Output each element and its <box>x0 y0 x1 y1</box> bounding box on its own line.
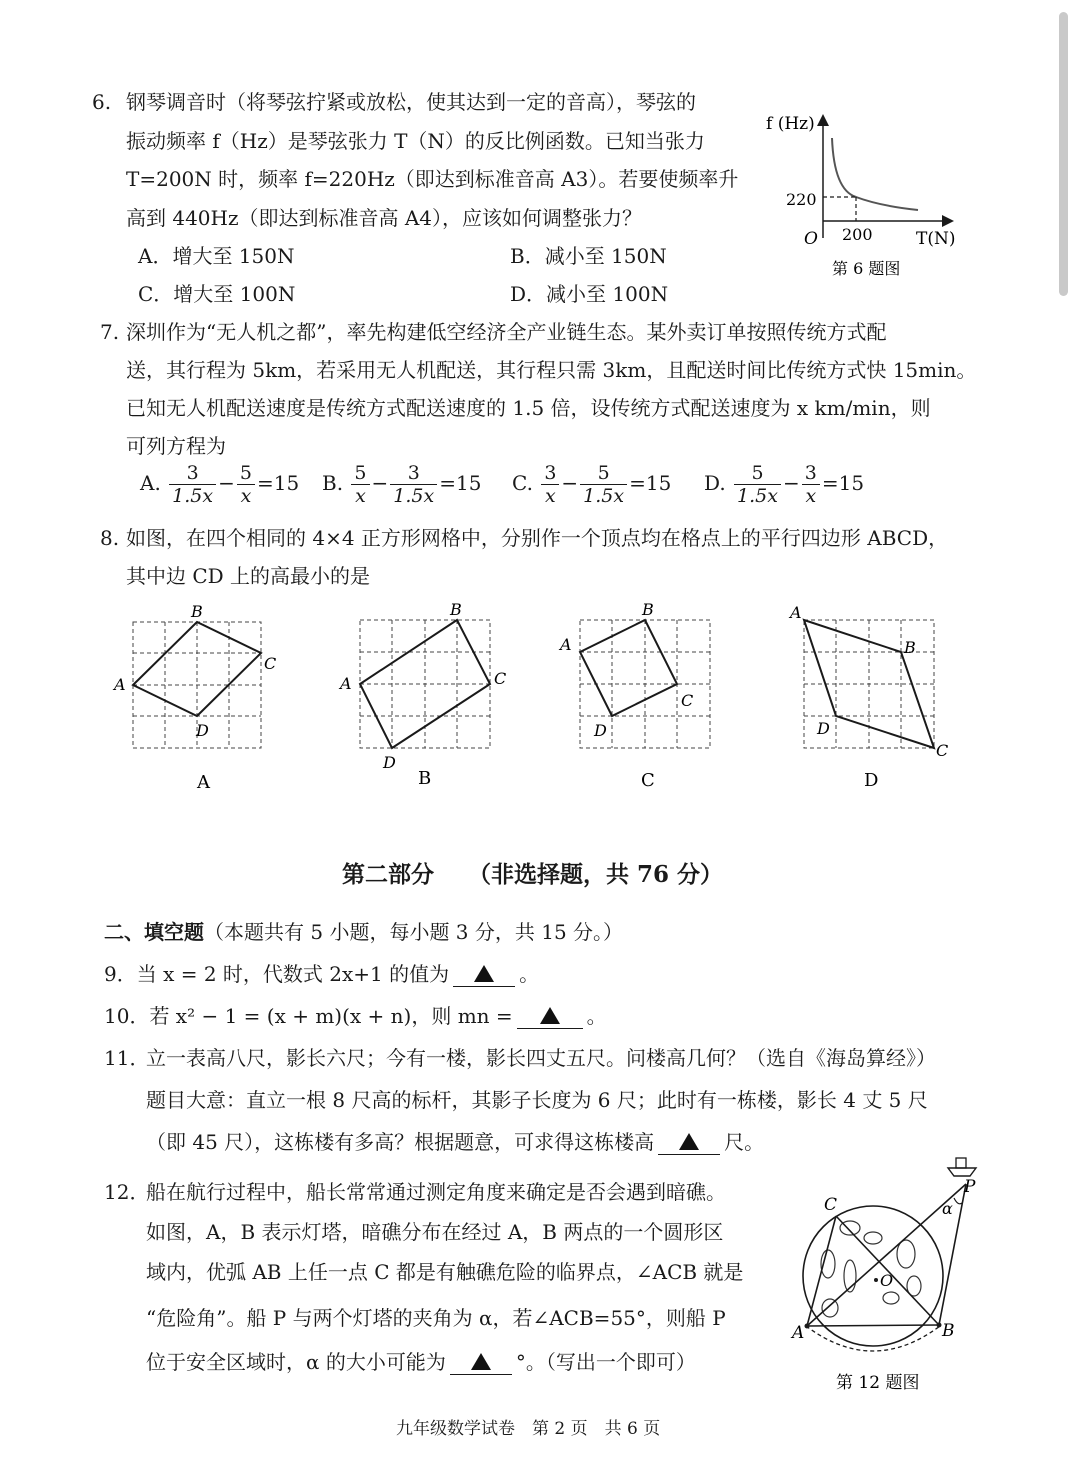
point-o-label: O <box>880 1271 894 1290</box>
origin-label: O <box>804 229 818 249</box>
q12-answer-blank[interactable] <box>450 1350 512 1375</box>
q12-text-line2: 如图，A，B 表示灯塔，暗礁分布在经过 A，B 两点的一个圆形区 <box>146 1220 724 1244</box>
q10-answer-blank[interactable] <box>517 1004 583 1029</box>
vertex-d: D <box>383 753 396 772</box>
q6-option-d: D．减小至 100N <box>510 282 669 306</box>
point-p-label: P <box>964 1177 976 1197</box>
q12-circle-figure <box>788 1146 988 1396</box>
q7-text-line3: 已知无人机配送速度是传统方式配送速度的 1.5 倍，设传统方式配送速度为 x km/min，则 <box>126 396 931 420</box>
q8-panel-b <box>336 598 521 798</box>
x-tick-200: 200 <box>842 225 873 244</box>
q7-text-line1: 深圳作为“无人机之都”，率先构建低空经济全产业链生态。某外卖订单按照传统方式配 <box>126 320 887 344</box>
q6-figure-caption: 第 6 题图 <box>832 259 901 278</box>
vertex-c: C <box>936 741 949 760</box>
y-axis-label: f (Hz) <box>766 114 815 134</box>
panel-label-c: C <box>641 770 655 791</box>
q12-text-line3: 域内，优弧 AB 上任一点 C 都是有触礁危险的临界点，∠ACB 就是 <box>146 1260 744 1284</box>
q7-option-c: C. $\frac{3}{x}$ − $\frac{5}{1.5x}$ =15 <box>512 462 672 507</box>
x-axis-label: T(N) <box>916 229 956 249</box>
vertex-c: C <box>494 669 507 688</box>
q11-text-line2: 题目大意：直立一根 8 尺高的标杆，其影子长度为 6 尺；此时有一栋楼，影长 4 丈 5 尺 <box>146 1088 928 1112</box>
q6-text-line2: 振动频率 f（Hz）是琴弦张力 T（N）的反比例函数。已知当张力 <box>126 129 705 153</box>
q10-line: 10．若 x² − 1 = (x + m)(x + n)，则 mn = 。 <box>104 1004 607 1028</box>
q9-line: 9．当 x = 2 时，代数式 2x+1 的值为 。 <box>104 962 540 986</box>
vertical-scrollbar[interactable] <box>1059 12 1068 296</box>
alpha-label: α <box>942 1199 953 1218</box>
q11-answer-blank[interactable] <box>658 1130 720 1155</box>
vertex-a: A <box>790 603 802 622</box>
vertex-c: C <box>681 691 694 710</box>
part2-subtitle: （非选择题，共 76 分） <box>468 861 724 888</box>
q12-text-line5: 位于安全区域时，α 的大小可能为 °。（写出一个即可） <box>146 1350 696 1374</box>
panel-label-d: D <box>864 770 879 791</box>
part2-title: 第二部分 <box>342 861 434 888</box>
q6-option-a: A．增大至 150N <box>138 244 295 268</box>
ship-icon <box>948 1158 976 1176</box>
section2-heading: 二、填空题（本题共有 5 小题，每小题 3 分，共 15 分。） <box>104 920 624 944</box>
triangle-icon <box>540 1007 560 1024</box>
inverse-curve <box>832 138 918 210</box>
vertex-b: B <box>450 600 462 619</box>
q7-text-line4: 可列方程为 <box>126 434 226 458</box>
page-footer: 九年级数学试卷 第 2 页 共 6 页 <box>396 1419 661 1439</box>
q6-text-line1: 钢琴调音时（将琴弦拧紧或放松，使其达到一定的音高），琴弦的 <box>126 90 696 114</box>
vertex-a: A <box>560 635 572 654</box>
q6-option-b: B．减小至 150N <box>510 244 667 268</box>
q9-answer-blank[interactable] <box>453 962 515 987</box>
q12-text-line1: 船在航行过程中，船长常常通过测定角度来确定是否会遇到暗礁。 <box>146 1180 726 1204</box>
q7-option-a: A. $\frac{3}{1.5x}$ − $\frac{5}{x}$ =15 <box>140 462 300 507</box>
q6-text-line4: 高到 440Hz（即达到标准音高 A4），应该如何调整张力？ <box>126 206 643 230</box>
q7-option-d: D. $\frac{5}{1.5x}$ − $\frac{3}{x}$ =15 <box>704 462 865 507</box>
q12-figure-caption: 第 12 题图 <box>836 1373 920 1393</box>
panel-label-a: A <box>197 772 210 793</box>
point-b-label: B <box>942 1321 955 1341</box>
vertex-b: B <box>191 602 203 621</box>
q11-text-line3: （即 45 尺），这栋楼有多高？根据题意，可求得这栋楼高 尺。 <box>146 1130 765 1154</box>
q11-number: 11． <box>104 1046 150 1070</box>
q8-text-line1: 如图，在四个相同的 4×4 正方形网格中，分别作一个顶点均在格点上的平行四边形 ABCD， <box>126 526 949 550</box>
vertex-a: A <box>340 674 352 693</box>
vertex-b: B <box>904 638 916 657</box>
q12-text-line4: “危险角”。船 P 与两个灯塔的夹角为 α，若∠ACB=55°，则船 P <box>146 1306 726 1330</box>
q8-panel-a <box>108 598 293 798</box>
vertex-a: A <box>114 675 126 694</box>
q8-panel-c <box>556 598 741 798</box>
q8-panel-d <box>780 598 965 798</box>
q12-number: 12． <box>104 1180 150 1204</box>
q6-text-line3: T=200N 时，频率 f=220Hz（即达到标准音高 A3）。若要使频率升 <box>126 167 739 191</box>
point-a-label: A <box>792 1323 805 1343</box>
point-c-label: C <box>824 1195 838 1215</box>
parallelogram-c <box>580 620 677 716</box>
outer-dashed-arc <box>806 1326 940 1351</box>
y-tick-220: 220 <box>786 190 817 209</box>
triangle-icon <box>471 1353 491 1370</box>
vertex-d: D <box>817 719 830 738</box>
triangle-icon <box>474 965 494 982</box>
q6-graph-figure <box>760 110 960 285</box>
q7-number: 7. <box>100 320 120 344</box>
q7-text-line2: 送，其行程为 5km，若采用无人机配送，其行程只需 3km，且配送时间比传统方式快 15min。 <box>126 358 977 382</box>
vertex-b: B <box>642 600 654 619</box>
segment-ab <box>807 1325 939 1326</box>
q6-option-c: C．增大至 100N <box>138 282 296 306</box>
q8-number: 8. <box>100 526 120 550</box>
triangle-icon <box>679 1133 699 1150</box>
vertex-d: D <box>594 721 607 740</box>
vertex-d: D <box>196 721 209 740</box>
q8-text-line2: 其中边 CD 上的高最小的是 <box>126 564 371 588</box>
q11-text-line1: 立一表高八尺，影长六尺；今有一楼，影长四丈五尺。问楼高几何？（选自《海岛算经》） <box>146 1046 936 1070</box>
vertex-c: C <box>264 654 277 673</box>
panel-label-b: B <box>418 768 432 789</box>
q6-number: 6. <box>92 90 112 114</box>
q7-option-b: B. $\frac{5}{x}$ − $\frac{3}{1.5x}$ =15 <box>322 462 482 507</box>
